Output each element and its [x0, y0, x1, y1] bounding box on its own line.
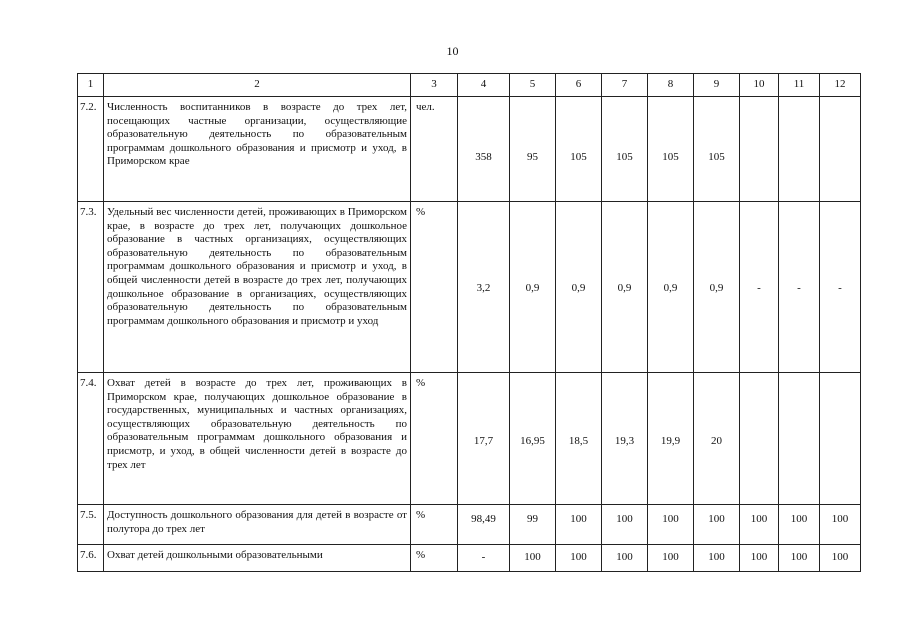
row-value-col-5 — [510, 505, 556, 545]
header-cell-4: 4 — [458, 73, 510, 97]
value-text: 17,7 — [473, 435, 494, 447]
value-text: 100 — [570, 551, 587, 563]
row-value-col-10 — [740, 202, 779, 373]
row-value-col-4 — [458, 373, 510, 505]
header-cell-11: 11 — [779, 73, 820, 97]
row-value-col-10 — [740, 505, 779, 545]
value-text: 100 — [524, 551, 541, 563]
row-value-col-12 — [820, 505, 861, 545]
value-text: 99 — [527, 513, 538, 525]
value-text: 100 — [708, 551, 725, 563]
row-description: Доступность дошкольного образования для детей в возрасте от полутора до трех лет — [104, 505, 411, 545]
row-value-col-6 — [556, 505, 602, 545]
row-value-col-11 — [779, 505, 820, 545]
row-value-col-5 — [510, 97, 556, 202]
row-value-col-5 — [510, 202, 556, 373]
value-text: 0,9 — [663, 282, 678, 294]
row-value-col-11 — [779, 97, 820, 202]
row-value-col-11 — [779, 202, 820, 373]
value-text: 100 — [570, 513, 587, 525]
row-value-col-9 — [694, 202, 740, 373]
row-value-col-8 — [648, 97, 694, 202]
row-value-col-11 — [779, 373, 820, 505]
value-text: 100 — [750, 513, 768, 525]
row-value-col-9 — [694, 545, 740, 572]
value-text: 100 — [662, 513, 679, 525]
row-value-col-8 — [648, 505, 694, 545]
row-unit: чел. — [411, 97, 458, 202]
row-value-col-4 — [458, 505, 510, 545]
value-text: 100 — [790, 551, 808, 563]
header-cell-9: 9 — [694, 73, 740, 97]
value-text: 105 — [662, 151, 679, 163]
row-value-col-4 — [458, 97, 510, 202]
row-number: 7.3. — [77, 202, 104, 373]
row-value-col-8 — [648, 202, 694, 373]
header-cell-8: 8 — [648, 73, 694, 97]
row-description: Удельный вес численности детей, проживающих в Приморском крае, в возрасте до трех лет, получающих дошкольное образование в частных организациях, осуществляющих образовательную деятельность по образовательным программам дошкольного образования и присмотр и уход, в общей численности детей в возрасте до трех лет, получающих дошкольное образование в организациях, осуществляющих образовательную деятельность по образовательным программам дошкольного образования и присмотр и уход — [104, 202, 411, 373]
row-value-col-5 — [510, 373, 556, 505]
page-number: 10 — [446, 44, 459, 58]
value-text: - — [797, 282, 801, 294]
row-unit: % — [411, 545, 458, 572]
row-description: Численность воспитанников в возрасте до трех лет, посещающих частные организации, осуществляющие образовательную деятельность по образовательным программам дошкольного образования и присмотр и уход, в Приморском крае — [104, 97, 411, 202]
row-value-col-6 — [556, 373, 602, 505]
row-unit: % — [411, 202, 458, 373]
value-text: 20 — [711, 435, 722, 447]
row-number: 7.6. — [77, 545, 104, 572]
row-value-col-5 — [510, 545, 556, 572]
row-value-col-9 — [694, 97, 740, 202]
header-cell-10: 10 — [740, 73, 779, 97]
row-value-col-7 — [602, 202, 648, 373]
row-value-col-12 — [820, 373, 861, 505]
value-text: 0,9 — [571, 282, 586, 294]
row-value-col-7 — [602, 505, 648, 545]
value-text: 100 — [616, 551, 633, 563]
row-value-col-12 — [820, 97, 861, 202]
row-value-col-8 — [648, 373, 694, 505]
row-value-col-9 — [694, 373, 740, 505]
value-text: 19,9 — [660, 435, 681, 447]
value-text: 0,9 — [709, 282, 724, 294]
row-number: 7.5. — [77, 505, 104, 545]
value-text: 105 — [616, 151, 633, 163]
value-text: 100 — [662, 551, 679, 563]
value-text: 100 — [708, 513, 725, 525]
value-text: 100 — [831, 513, 849, 525]
header-cell-1: 1 — [77, 73, 104, 97]
value-text: - — [757, 282, 761, 294]
row-value-col-7 — [602, 545, 648, 572]
value-text: 95 — [527, 151, 538, 163]
value-text: 18,5 — [568, 435, 589, 447]
header-cell-3: 3 — [411, 73, 458, 97]
row-value-col-6 — [556, 97, 602, 202]
value-text: 100 — [750, 551, 768, 563]
value-text: 100 — [790, 513, 808, 525]
header-cell-6: 6 — [556, 73, 602, 97]
value-text: - — [838, 282, 842, 294]
value-text: 0,9 — [617, 282, 632, 294]
value-text: 3,2 — [476, 282, 491, 294]
value-text: 100 — [616, 513, 633, 525]
value-text: 0,9 — [525, 282, 540, 294]
header-cell-12: 12 — [820, 73, 861, 97]
row-value-col-8 — [648, 545, 694, 572]
row-number: 7.4. — [77, 373, 104, 505]
row-value-col-10 — [740, 373, 779, 505]
row-value-col-10 — [740, 97, 779, 202]
value-text: 100 — [831, 551, 849, 563]
row-value-col-11 — [779, 545, 820, 572]
row-value-col-7 — [602, 97, 648, 202]
value-text: 105 — [708, 151, 725, 163]
row-value-col-12 — [820, 202, 861, 373]
row-value-col-9 — [694, 505, 740, 545]
value-text: 358 — [475, 151, 492, 163]
row-description: Охват детей дошкольными образовательными — [104, 545, 411, 572]
row-value-col-6 — [556, 545, 602, 572]
header-cell-2: 2 — [104, 73, 411, 97]
row-value-col-10 — [740, 545, 779, 572]
row-unit: % — [411, 505, 458, 545]
row-value-col-7 — [602, 373, 648, 505]
value-text: 105 — [570, 151, 587, 163]
row-value-col-4 — [458, 545, 510, 572]
row-unit: % — [411, 373, 458, 505]
value-text: 19,3 — [614, 435, 635, 447]
row-value-col-6 — [556, 202, 602, 373]
value-text: - — [481, 551, 486, 563]
header-cell-5: 5 — [510, 73, 556, 97]
row-number: 7.2. — [77, 97, 104, 202]
value-text: 16,95 — [520, 435, 545, 447]
value-text: 98,49 — [471, 513, 496, 525]
row-description: Охват детей в возрасте до трех лет, проживающих в Приморском крае, получающих дошкольное образование в государственных, муниципальных и частных организациях, осуществляющих образовательную деятельность по образовательным программам дошкольного образования и присмотр, и уход, в общей численности детей в возрасте до трех лет — [104, 373, 411, 505]
row-value-col-4 — [458, 202, 510, 373]
header-cell-7: 7 — [602, 73, 648, 97]
row-value-col-12 — [820, 545, 861, 572]
